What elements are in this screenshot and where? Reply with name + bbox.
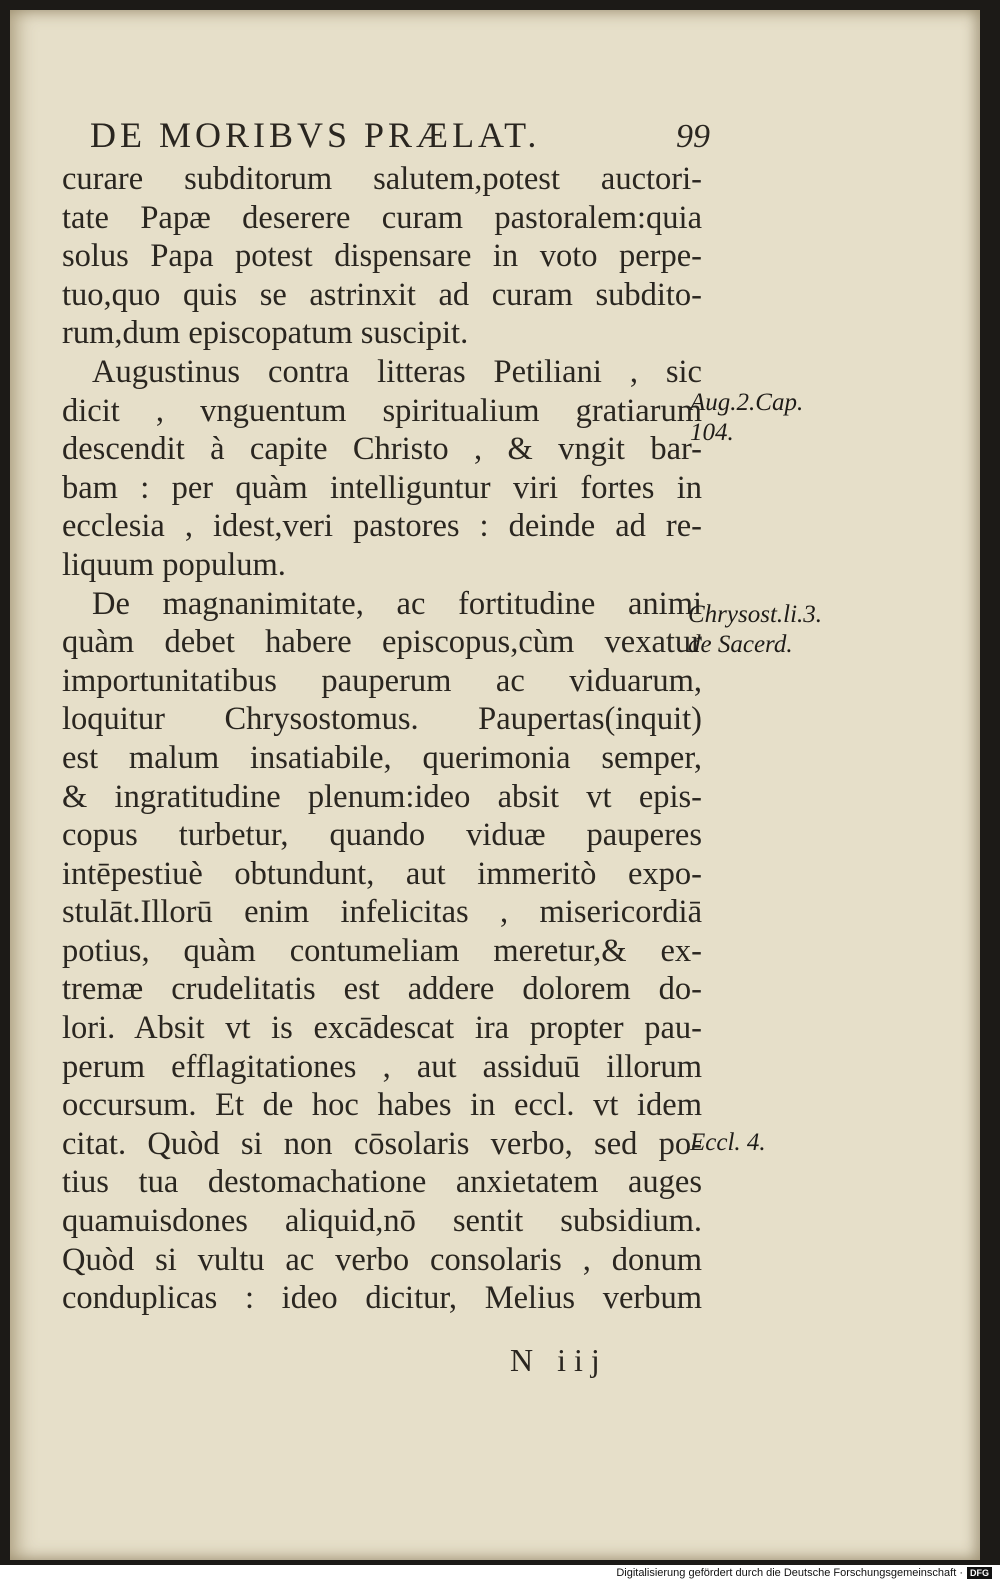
text-line: quamuisdones aliquid,nō sentit subsidium. bbox=[62, 1203, 702, 1240]
margin-note-line: Chrysost.li.3. bbox=[688, 601, 823, 628]
text-line: intēpestiuè obtundunt, aut immeritò expo- bbox=[62, 855, 702, 892]
text-line: curare subditorum salutem,potest auctori- bbox=[62, 161, 702, 197]
text-line: dicit , vnguentum spiritualium gratiarum bbox=[62, 392, 702, 429]
margin-note-chrysostom bbox=[688, 600, 822, 660]
margin-note-line: Aug.2.Cap. bbox=[690, 389, 804, 416]
text-line: rum,dum episcopatum suscipit. bbox=[62, 315, 469, 352]
margin-note-augustine bbox=[690, 388, 803, 448]
margin-note-line: 104. bbox=[690, 419, 734, 446]
text-line: Augustinus contra litteras Petiliani , sic bbox=[92, 353, 702, 390]
body-text bbox=[62, 160, 702, 1318]
dfg-logo: DFG bbox=[967, 1567, 992, 1579]
text-line: est malum insatiabile, querimonia semper, bbox=[62, 739, 702, 776]
text-line: citat. Quòd si non cōsolaris verbo, sed po- bbox=[62, 1125, 702, 1162]
text-line: & ingratitudine plenum:ideo absit vt epis- bbox=[62, 778, 702, 815]
text-line: quàm debet habere episcopus,cùm vexatur bbox=[62, 624, 702, 661]
text-line: occursum. Et de hoc habes in eccl. vt idem bbox=[62, 1087, 702, 1124]
text-line: ecclesia , idest,veri pastores : deinde ad re- bbox=[62, 508, 702, 545]
text-line: potius, quàm contumeliam meretur,& ex- bbox=[62, 932, 702, 969]
footer-credit bbox=[616, 1567, 992, 1579]
margin-note-ecclesiastes: Eccl. 4. bbox=[690, 1129, 766, 1156]
margin-note-line: de Sacerd. bbox=[688, 631, 793, 658]
text-line: liquum populum. bbox=[62, 546, 286, 583]
text-line: loquitur Chrysostomus. Paupertas(inquit) bbox=[62, 701, 702, 738]
footer-credit-text: Digitalisierung gefördert durch die Deutsche Forschungsgemeinschaft · bbox=[616, 1567, 963, 1579]
text-line: solus Papa potest dispensare in voto perpe- bbox=[62, 238, 702, 275]
text-line: tuo,quo quis se astrinxit ad curam subdito- bbox=[62, 276, 702, 313]
text-line: copus turbetur, quando viduæ pauperes bbox=[62, 817, 702, 854]
text-line: descendit à capite Christo , & vngit bar- bbox=[62, 431, 702, 468]
page-number: 99 bbox=[676, 118, 710, 155]
text-line: bam : per quàm intelliguntur viri fortes in bbox=[62, 469, 702, 506]
text-line: perum efflagitationes , aut assiduū illorum bbox=[62, 1048, 702, 1085]
text-line: conduplicas : ideo dicitur, Melius verbum bbox=[62, 1280, 702, 1317]
text-line: lori. Absit vt is excādescat ira propter pau- bbox=[62, 1010, 702, 1047]
text-line: tremæ crudelitatis est addere dolorem do- bbox=[62, 971, 702, 1008]
running-head bbox=[90, 114, 710, 156]
signature-mark: N iij bbox=[510, 1342, 608, 1378]
text-line: tate Papæ deserere curam pastoralem:quia bbox=[62, 199, 702, 236]
running-title: DE MORIBVS PRÆLAT. bbox=[90, 115, 541, 155]
book-page bbox=[10, 10, 980, 1560]
text-line: stulāt.Illorū enim infelicitas , misericordiā bbox=[62, 894, 702, 931]
text-line: tius tua destomachatione anxietatem auges bbox=[62, 1164, 702, 1201]
text-line: Quòd si vultu ac verbo consolaris , donum bbox=[62, 1241, 702, 1278]
text-line: importunitatibus pauperum ac viduarum, bbox=[62, 662, 702, 699]
text-line: De magnanimitate, ac fortitudine animi bbox=[92, 585, 702, 622]
